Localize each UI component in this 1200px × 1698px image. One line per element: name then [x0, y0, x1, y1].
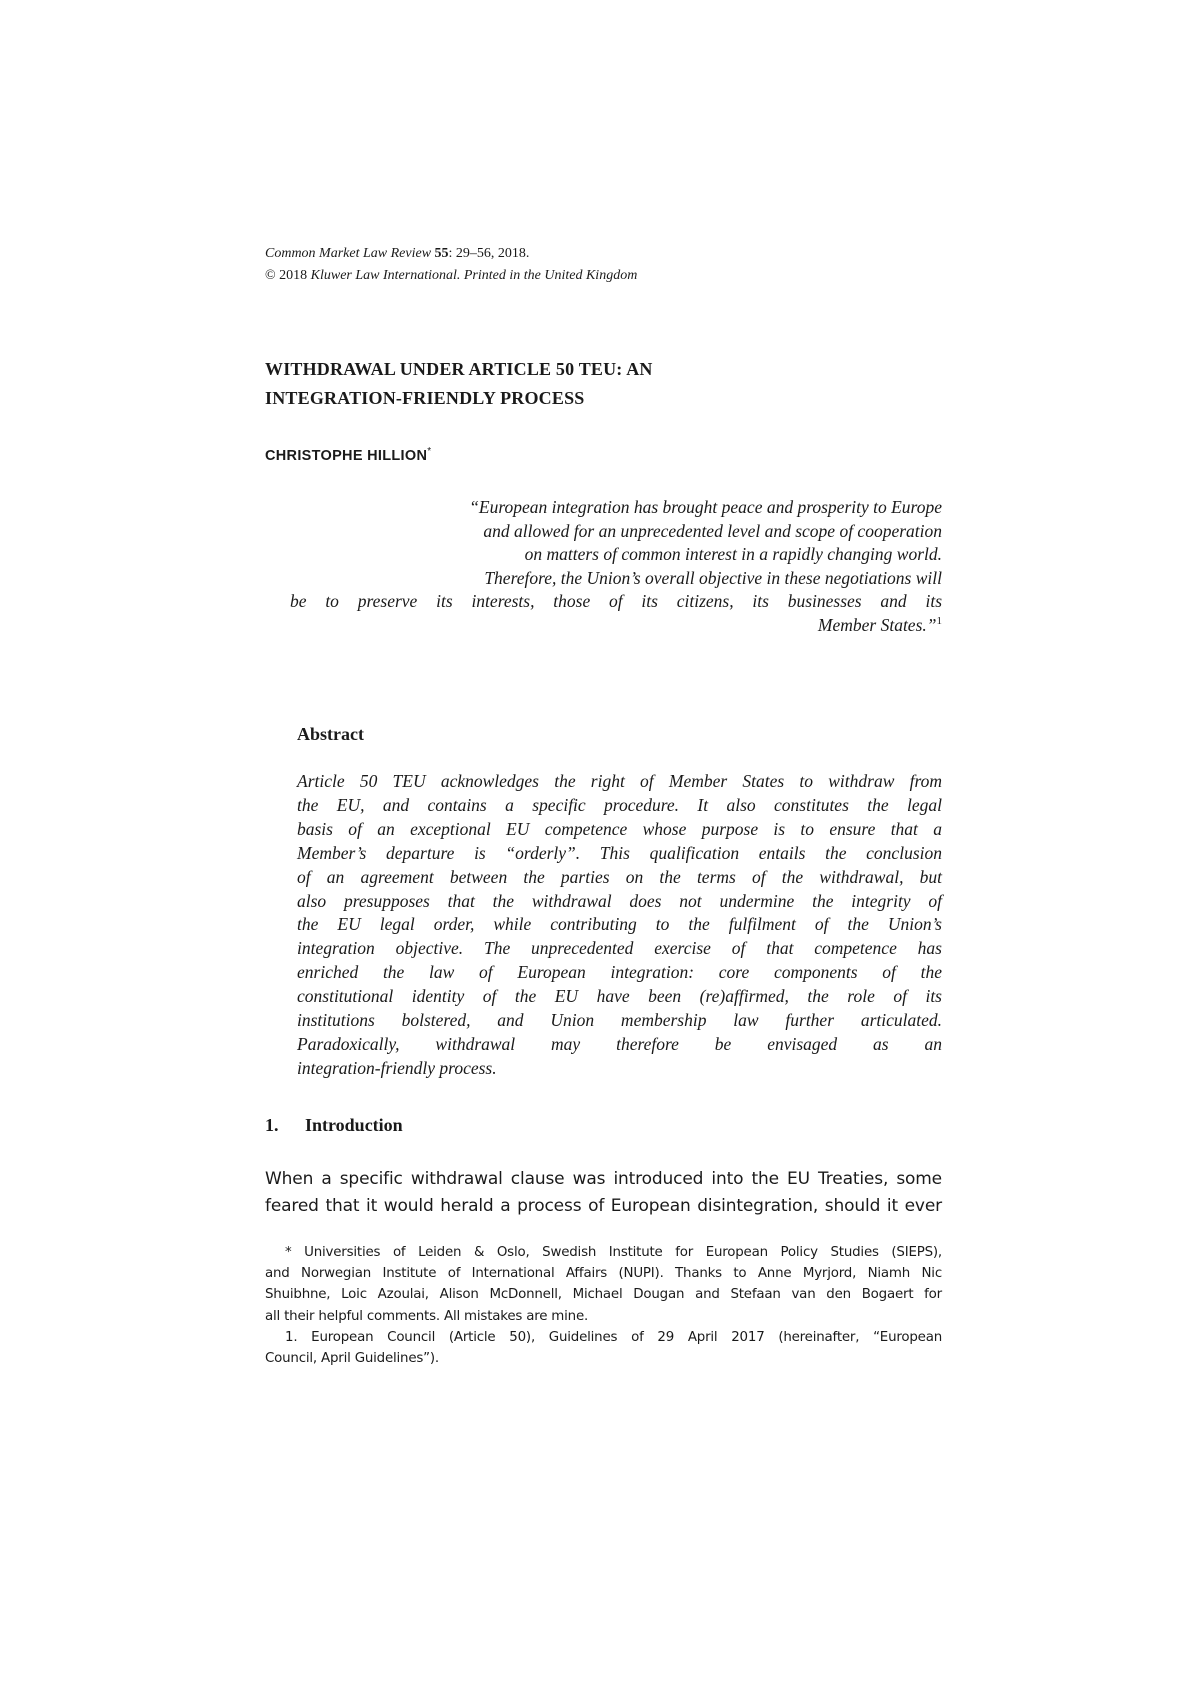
intro-paragraph	[265, 1166, 942, 1220]
abstract-line: Paradoxically, withdrawal may therefore be envisaged as an	[297, 1033, 942, 1054]
journal-citation-line	[265, 243, 965, 265]
abstract-line: integration-friendly process.	[297, 1057, 497, 1078]
footnote-1-line: 1. European Council (Article 50), Guidelines of 29 April 2017 (hereinafter, “European	[285, 1329, 942, 1345]
section-heading	[265, 1115, 403, 1136]
abstract-line: of an agreement between the parties on the terms of the withdrawal, but	[297, 866, 942, 887]
intro-line: When a specific withdrawal clause was introduced into the EU Treaties, some	[265, 1169, 942, 1189]
epigraph-line: Therefore, the Union’s overall objective in these negotiations will	[484, 567, 942, 588]
journal-citation	[265, 243, 965, 287]
section-number: 1.	[265, 1115, 279, 1135]
journal-pages-year: : 29–56, 2018.	[448, 246, 530, 261]
epigraph-last-line	[290, 614, 942, 638]
abstract-line: constitutional identity of the EU have been (re)affirmed, the role of its	[297, 986, 942, 1007]
abstract-line: Article 50 TEU acknowledges the right of Member States to withdraw from	[297, 771, 942, 791]
author-footnote-mark: *	[427, 446, 432, 458]
footnote-1-line: Council, April Guidelines”).	[265, 1351, 439, 1367]
epigraph-line: on matters of common interest in a rapidly changing world.	[524, 544, 942, 565]
article-title	[265, 355, 965, 413]
epigraph-line: be to preserve its interests, those of its citizens, its businesses and its	[290, 591, 942, 612]
epigraph-line: and allowed for an unprecedented level and scope of cooperation	[483, 520, 942, 541]
abstract-line: Member’s departure is “orderly”. This qualification entails the conclusion	[297, 842, 942, 863]
intro-line: feared that it would herald a process of European disintegration, should it ever	[265, 1196, 942, 1216]
journal-copyright-line	[265, 265, 965, 287]
journal-volume: 55	[434, 246, 449, 261]
abstract-line: institutions bolstered, and Union membership law further articulated.	[297, 1010, 942, 1031]
copyright-prefix: © 2018	[265, 268, 308, 283]
author-text: CHRISTOPHE HILLION	[265, 448, 428, 464]
epigraph-footnote-mark: 1	[936, 615, 942, 628]
footnotes	[265, 1242, 942, 1369]
section-title: Introduction	[305, 1115, 403, 1135]
journal-name: Common Market Law Review	[265, 246, 432, 261]
abstract-body	[297, 770, 942, 1081]
epigraph-line: “European integration has brought peace and prosperity to Europe	[469, 497, 942, 517]
abstract-line: also presupposes that the withdrawal does not undermine the integrity of	[297, 890, 942, 911]
title-line: INTEGRATION-FRIENDLY PROCESS	[265, 388, 585, 408]
abstract-heading: Abstract	[297, 724, 364, 744]
abstract-line: basis of an exceptional EU competence whose purpose is to ensure that a	[297, 818, 942, 839]
title-line: WITHDRAWAL UNDER ARTICLE 50 TEU: AN	[265, 359, 653, 379]
copyright-text: Kluwer Law International. Printed in the United Kingdom	[310, 268, 638, 283]
epigraph-line: Member States.”	[817, 614, 937, 635]
author-name	[265, 448, 431, 464]
abstract-line: enriched the law of European integration: core components of the	[297, 962, 942, 983]
abstract-line: integration objective. The unprecedented exercise of that competence has	[297, 938, 942, 959]
footnote-star-line: all their helpful comments. All mistakes are mine.	[265, 1308, 589, 1324]
footnote-star-line: Shuibhne, Loic Azoulai, Alison McDonnell, Michael Dougan and Stefaan van den Bogaert for	[265, 1287, 942, 1303]
abstract-line: the EU legal order, while contributing to the fulfilment of the Union’s	[297, 914, 942, 935]
footnote-star-line: * Universities of Leiden & Oslo, Swedish Institute for European Policy Studies (SIEPS),	[285, 1245, 942, 1260]
footnote-star-line: and Norwegian Institute of International Affairs (NUPI). Thanks to Anne Myrjord, Niamh Nic	[265, 1266, 942, 1282]
epigraph-quote	[290, 496, 942, 638]
abstract-line: the EU, and contains a specific procedure. It also constitutes the legal	[297, 794, 942, 815]
